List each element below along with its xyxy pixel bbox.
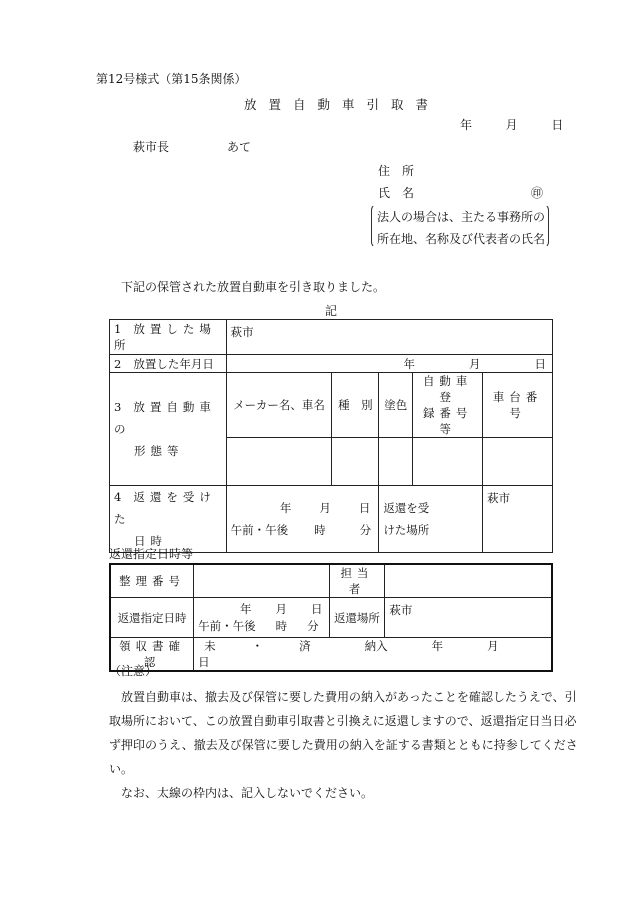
date-day: 日 — [551, 118, 564, 132]
row4-label-line2: 日時 — [134, 534, 167, 548]
return-place-label — [379, 486, 483, 553]
notes-heading: （注意） — [109, 664, 158, 678]
row3-label-line1: 放置自動車の — [114, 400, 216, 436]
color-field[interactable] — [379, 438, 413, 486]
row2-year: 年 — [403, 356, 415, 371]
t2-day: 日 — [311, 601, 323, 616]
return-place-field[interactable] — [483, 486, 553, 553]
date-year: 年 — [460, 118, 473, 132]
row2-label-text: 放置した年月日 — [133, 356, 214, 371]
return-place-field-2[interactable] — [385, 598, 552, 638]
date-month: 月 — [505, 118, 518, 132]
notes-p2: なお、太線の枠内は、記入しないでください。 — [121, 786, 374, 800]
receipt-dot: ・ — [251, 639, 264, 653]
table2-caption: 返還指定日時等 — [109, 547, 194, 561]
registration-header — [413, 373, 483, 438]
seal-mark: ㊞ — [531, 186, 544, 200]
corporate-note-line1: 法人の場合は、主たる事務所の — [377, 210, 546, 224]
color-header: 塗色 — [379, 373, 413, 438]
row2-no: 2 — [114, 356, 122, 371]
row4-label — [110, 486, 227, 553]
notes-p1-line3: ず押印のうえ、撤去及び保管に要した費用の納入を証する書類とともに持参してくださ — [109, 738, 578, 752]
ki-label: 記 — [325, 304, 338, 318]
page-title: 放置自動車引取書 — [244, 97, 441, 112]
payment-label: 納入 — [364, 639, 388, 653]
receipt-mi: 未 — [204, 639, 216, 653]
t2-minute: 分 — [307, 618, 319, 633]
row4-year: 年 — [279, 501, 292, 515]
payment-month: 月 — [487, 639, 499, 653]
t2-ampm: 午前・午後 — [198, 618, 256, 633]
row3-label — [110, 373, 227, 486]
abandoned-date-field[interactable] — [226, 355, 552, 373]
row1-label — [110, 320, 227, 355]
row4-no: 4 — [114, 490, 122, 504]
t2-year: 年 — [240, 601, 252, 616]
addressee-suffix: あて — [227, 140, 252, 154]
row4-hour: 時 — [314, 523, 326, 537]
name-label: 氏 名 — [378, 186, 415, 200]
vehicle-table — [109, 319, 553, 553]
return-place-value: 萩市 — [487, 491, 511, 505]
return-datetime-field[interactable] — [226, 486, 379, 553]
chassis-header: 車台番号 — [483, 373, 553, 438]
type-header: 種 別 — [332, 373, 379, 438]
row4-label-line1: 返還を受けた — [114, 490, 216, 526]
receipt-field[interactable] — [194, 638, 552, 672]
reg-header-line1: 自動車登 — [422, 374, 473, 404]
place-value: 萩市 — [230, 325, 254, 339]
addressee-city: 萩市長 — [133, 140, 170, 154]
return-schedule-table — [109, 563, 553, 672]
reg-header-line2: 録番号等 — [422, 406, 473, 436]
row4-minute: 分 — [359, 523, 372, 537]
ref-number-field[interactable] — [194, 564, 329, 598]
return-place-label-line2: けた場所 — [383, 523, 430, 537]
row1-label-text: 放置した場所 — [114, 322, 216, 352]
row4-day: 日 — [358, 501, 371, 515]
ref-number-label: 整理番号 — [110, 564, 194, 598]
payment-day: 日 — [198, 655, 210, 669]
t2-place-value: 萩市 — [389, 603, 413, 617]
chassis-field[interactable] — [483, 438, 553, 486]
date-line — [460, 116, 563, 133]
staff-label: 担当者 — [329, 564, 385, 598]
notes-p1-line2: 取場所において、この放置自動車引取書と引換えに返還しますので、返還指定日当日必 — [109, 714, 577, 728]
t2-hour: 時 — [275, 618, 288, 633]
t2-month: 月 — [275, 601, 288, 616]
return-place-label-line1: 返還を受 — [383, 501, 430, 515]
row3-label-line2: 形態等 — [134, 444, 184, 458]
corporate-note-line2: 所在地、名称及び代表者の氏名 — [377, 232, 546, 246]
row4-month: 月 — [319, 501, 331, 515]
row2-month: 月 — [469, 356, 481, 371]
place-field[interactable] — [226, 320, 552, 355]
return-date-field[interactable] — [194, 598, 329, 638]
intro-text: 下記の保管された放置自動車を引き取りました。 — [121, 280, 386, 294]
return-date-label: 返還指定日時 — [110, 598, 194, 638]
form-number: 第12号様式（第15条関係） — [96, 72, 247, 86]
staff-field[interactable] — [385, 564, 552, 598]
return-place-label-2: 返還場所 — [329, 598, 385, 638]
receipt-label: 領収書確認 — [110, 638, 194, 672]
type-field[interactable] — [332, 438, 379, 486]
registration-field[interactable] — [413, 438, 483, 486]
row3-no: 3 — [114, 400, 122, 414]
row2-day: 日 — [534, 356, 546, 371]
maker-header: メーカー名、車名 — [226, 373, 332, 438]
row4-ampm: 午前・午後 — [230, 523, 289, 537]
receipt-sumi: 済 — [299, 639, 311, 653]
row2-label — [110, 355, 227, 373]
notes-p1-line1: 放置自動車は、撤去及び保管に要した費用の納入があったことを確認したうえで、引 — [121, 690, 577, 704]
maker-field[interactable] — [226, 438, 332, 486]
notes-p1-line4: い。 — [109, 762, 134, 776]
row1-no: 1 — [114, 322, 122, 336]
payment-year: 年 — [431, 639, 444, 653]
address-label: 住 所 — [378, 164, 415, 178]
